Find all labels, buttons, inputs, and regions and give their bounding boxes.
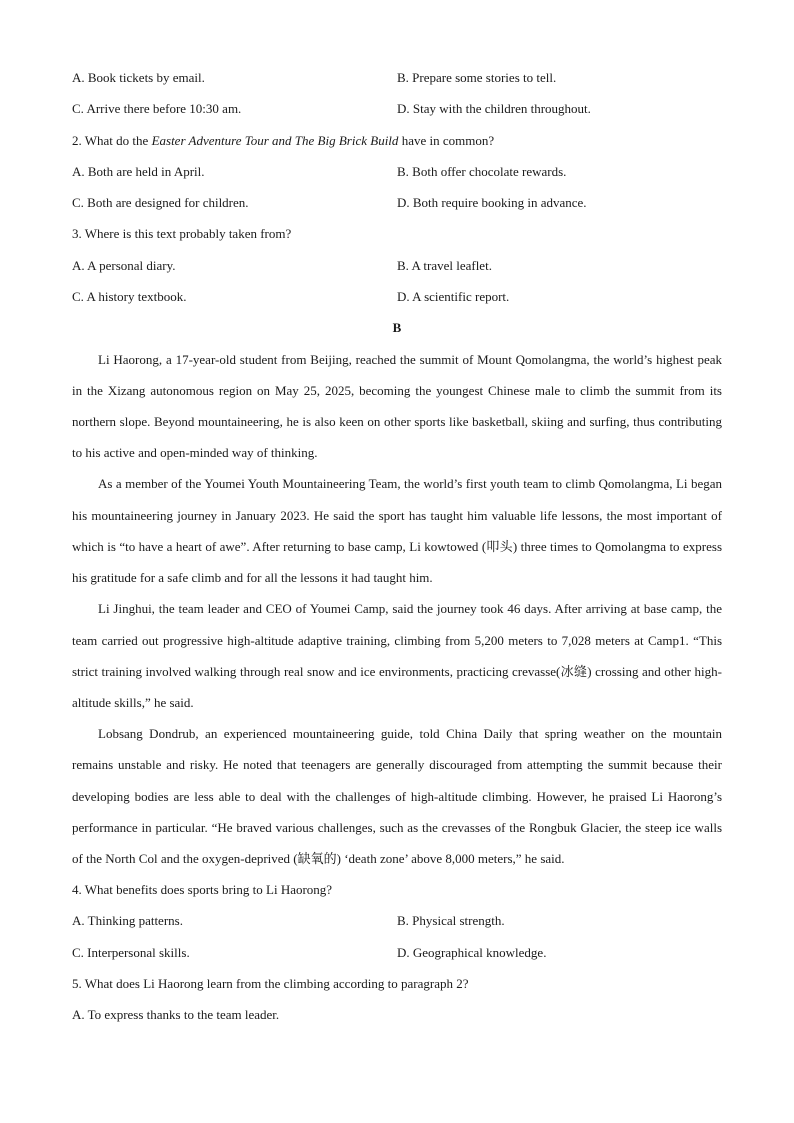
passage-paragraph-3: Li Jinghui, the team leader and CEO of Youmei Camp, said the journey took 46 days. After arriving at base camp, the team carried out progressive high-altitude adaptive training, climbing from 5,200 meters to 7,028 meters at Camp1. “This strict training involved walking through real snow and ice environments, practicing crevasse(冰缝) crossing and other high-altitude skills,” he said.: [72, 601, 722, 710]
q4-options-row-2: [72, 937, 722, 968]
q3-option-c: C. A history textbook.: [72, 289, 187, 305]
question-2-suffix: have in common?: [398, 132, 495, 148]
q3-option-d: D. A scientific report.: [397, 289, 510, 305]
q5-options-row-1: [72, 999, 722, 1030]
q4-option-d: D. Geographical knowledge.: [397, 944, 547, 960]
section-heading-b: B: [392, 320, 402, 336]
q2-option-d: D. Both require booking in advance.: [397, 195, 587, 211]
q3-option-a: A. A personal diary.: [72, 257, 176, 273]
question-5: 5. What does Li Haorong learn from the climbing according to paragraph 2?: [72, 976, 469, 992]
q1-option-d: D. Stay with the children throughout.: [397, 101, 591, 117]
q2-option-c: C. Both are designed for children.: [72, 195, 249, 211]
q1-option-c: C. Arrive there before 10:30 am.: [72, 101, 242, 117]
q1-option-b: B. Prepare some stories to tell.: [397, 70, 557, 85]
question-2-prefix: 2. What do the: [72, 132, 152, 148]
question-4: 4. What benefits does sports bring to Li Haorong?: [72, 882, 333, 898]
q1-options-row-1: [72, 62, 722, 93]
q2-options-row-2: [72, 187, 722, 218]
question-3: 3. Where is this text probably taken from?: [72, 226, 292, 242]
passage-paragraph-4: Lobsang Dondrub, an experienced mountaineering guide, told China Daily that spring weather on the mountain remains unstable and risky. He noted that teenagers are generally discouraged from attempting the summit because their developing bodies are less able to deal with the challenges of high-altitude climbing. However, he praised Li Haorong’s performance in particular. “He braved various challenges, such as the crevasses of the Rongbuk Glacier, the steep ice walls of the North Col and the oxygen-deprived (缺氧的) ‘death zone’ above 8,000 meters,” he said.: [72, 726, 722, 866]
q1-options-row-2: [72, 93, 722, 124]
q3-options-row-2: [72, 281, 722, 312]
passage-paragraph-2: As a member of the Youmei Youth Mountaineering Team, the world’s first youth team to climb Qomolangma, Li began his mountaineering journey in January 2023. He said the sport has taught him valuable life lessons, the most important of which is “to have a heart of awe”. After returning to base camp, Li kowtowed (叩头) three times to Qomolangma to express his gratitude for a safe climb and for all the lessons it had taught him.: [72, 476, 722, 586]
question-2: [72, 125, 722, 156]
q2-option-a: A. Both are held in April.: [72, 163, 205, 179]
q3-option-b: B. A travel leaflet.: [397, 257, 492, 273]
question-2-event-titles: Easter Adventure Tour and The Big Brick Build: [151, 132, 399, 148]
q2-option-b: B. Both offer chocolate rewards.: [397, 163, 567, 179]
q3-options-row-1: [72, 250, 722, 281]
q4-option-c: C. Interpersonal skills.: [72, 944, 190, 960]
q4-option-b: B. Physical strength.: [397, 913, 505, 929]
q4-options-row-1: [72, 905, 722, 936]
passage-paragraph-1: Li Haorong, a 17-year-old student from Beijing, reached the summit of Mount Qomolangma, the world’s highest peak in the Xizang autonomous region on May 25, 2025, becoming the youngest Chinese male to climb the summit from its northern slope. Beyond mountaineering, he is also keen on other sports like basketball, skiing and surfing, thus contributing to his active and open-minded way of thinking.: [72, 351, 722, 461]
q5-option-a: A. To express thanks to the team leader.: [72, 1007, 280, 1023]
exam-page: [72, 62, 722, 1031]
q2-options-row-1: [72, 156, 722, 187]
q1-option-a: A. Book tickets by email.: [72, 70, 205, 85]
q4-option-a: A. Thinking patterns.: [72, 913, 183, 929]
